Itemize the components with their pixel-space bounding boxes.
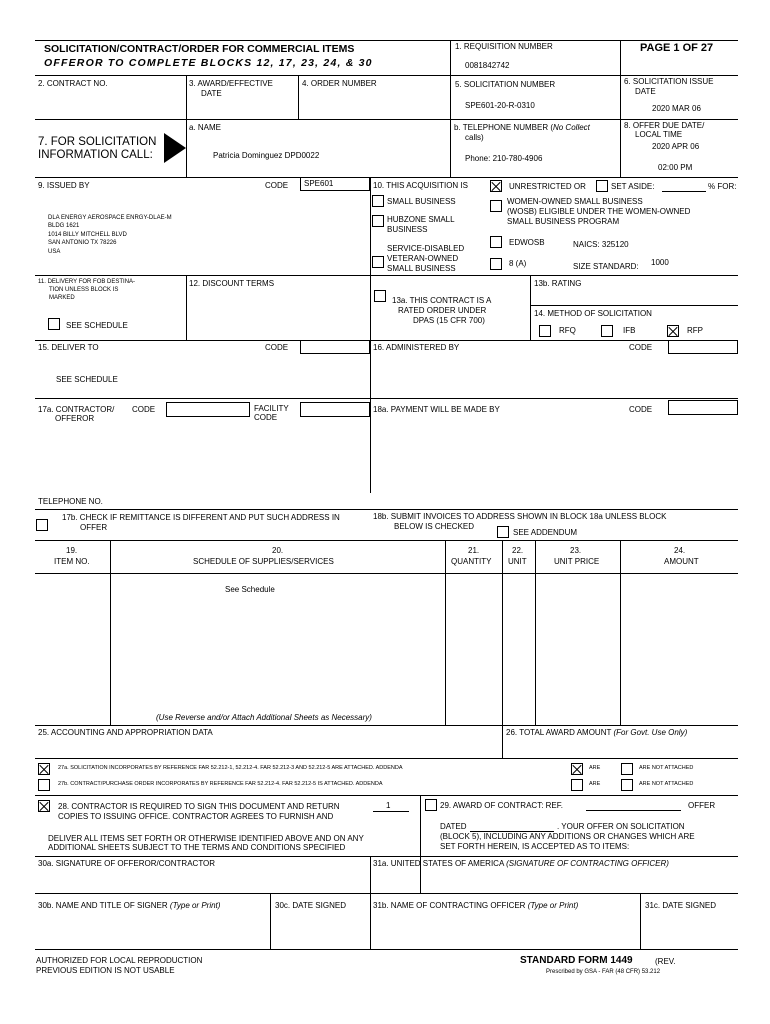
- copies-count[interactable]: 1: [386, 801, 391, 810]
- addenda-27a-not-checkbox[interactable]: [621, 763, 633, 775]
- delivery-schedule-checkbox[interactable]: [48, 318, 60, 330]
- percent-for-label: % FOR:: [708, 182, 737, 191]
- issued-by-label: 9. ISSUED BY: [38, 181, 90, 190]
- col-amount: AMOUNT: [664, 557, 699, 566]
- phone-number[interactable]: Phone: 210-780-4906: [465, 154, 543, 163]
- contact-name-label: a. NAME: [189, 123, 222, 132]
- award-offer-label: OFFER: [688, 801, 716, 810]
- rfp-label: RFP: [687, 326, 703, 335]
- ifb-checkbox[interactable]: [601, 325, 613, 337]
- signer-name-label: 30b. NAME AND TITLE OF SIGNER: [38, 901, 168, 910]
- due-time[interactable]: 02:00 PM: [658, 163, 693, 172]
- wosb-label-3: SMALL BUSINESS PROGRAM: [507, 217, 620, 226]
- requisition-label: 1. REQUISITION NUMBER: [455, 42, 553, 51]
- delivery-fob-label-2: TION UNLESS BLOCK IS: [49, 287, 119, 293]
- addenda-27a-not: ARE NOT ATTACHED: [639, 765, 694, 771]
- prescribed-by: Prescribed by GSA - FAR (48 CFR) 53.212: [546, 969, 661, 975]
- unrestricted-label: UNRESTRICTED OR: [509, 182, 586, 191]
- remittance-label: 17b. CHECK IF REMITTANCE IS DIFFERENT AND PUT SUCH ADDRESS IN: [62, 513, 340, 522]
- contractor-label-2: OFFEROR: [55, 414, 95, 423]
- total-award-amount[interactable]: [506, 728, 687, 737]
- small-business-label: SMALL BUSINESS: [387, 197, 456, 206]
- deliver-to-see-schedule: SEE SCHEDULE: [56, 375, 118, 384]
- facility-code-box[interactable]: [300, 402, 370, 417]
- phone-label-2: calls): [465, 133, 484, 142]
- order-number-label[interactable]: 4. ORDER NUMBER: [302, 79, 377, 88]
- administered-code-label: CODE: [629, 343, 653, 352]
- hubzone-label-2: BUSINESS: [387, 225, 428, 234]
- contractor-code-box[interactable]: [166, 402, 250, 417]
- phone-note: No Collect: [552, 123, 590, 132]
- clause-27b-label: 27b. CONTRACT/PURCHASE ORDER INCORPORATES BY REFERENCE FAR 52.212-4. FAR 52.212-5 IS ATTACHED. ADDENDA: [58, 781, 383, 787]
- eight-a-label: 8 (A): [509, 259, 527, 268]
- col-quantity: QUANTITY: [451, 557, 492, 566]
- sdvosb-label-3: SMALL BUSINESS: [387, 264, 456, 273]
- acquisition-label: 10. THIS ACQUISITION IS: [373, 181, 468, 190]
- offeror-date-signed[interactable]: 30c. DATE SIGNED: [275, 901, 346, 910]
- delivery-fob-label-3: MARKED: [49, 295, 75, 301]
- addenda-27b-not: ARE NOT ATTACHED: [639, 781, 694, 787]
- form-subtitle: OFFEROR TO COMPLETE BLOCKS 12, 17, 23, 24, & 30: [44, 57, 373, 69]
- col-unit-num: 22.: [512, 546, 524, 555]
- rfq-label: RFQ: [559, 326, 576, 335]
- solicitation-number-label: 5. SOLICITATION NUMBER: [455, 80, 556, 89]
- col-quantity-num: 21.: [468, 546, 480, 555]
- sdvosb-label-2: VETERAN-OWNED: [387, 254, 459, 263]
- facility-code-label-2: CODE: [254, 413, 278, 422]
- award-checkbox[interactable]: [425, 799, 437, 811]
- payment-code-label: CODE: [629, 405, 653, 414]
- arrow-right-icon: [164, 133, 186, 163]
- discount-terms-label[interactable]: 12. DISCOUNT TERMS: [189, 279, 275, 288]
- clause-27a-checkbox[interactable]: [38, 763, 50, 775]
- deliver-to-label: 15. DELIVER TO: [38, 343, 99, 352]
- authorized-reproduction: AUTHORIZED FOR LOCAL REPRODUCTION: [36, 956, 203, 965]
- addenda-27b-are-checkbox[interactable]: [571, 779, 583, 791]
- contractor-sign-label-4: ADDITIONAL SHEETS SUBJECT TO THE TERMS AND CONDITIONS SPECIFIED: [48, 843, 346, 852]
- offeror-signature-label[interactable]: 30a. SIGNATURE OF OFFEROR/CONTRACTOR: [38, 859, 216, 868]
- contractor-code-label: CODE: [132, 405, 156, 414]
- addendum-label: SEE ADDENDUM: [513, 528, 578, 537]
- small-business-checkbox[interactable]: [372, 195, 384, 207]
- signer-name-note: (Type or Print): [169, 901, 221, 910]
- edwosb-label: EDWOSB: [509, 238, 545, 247]
- remittance-label-2: OFFER: [80, 523, 108, 532]
- rated-order-label-3: DPAS (15 CFR 700): [413, 316, 485, 325]
- contractor-sign-checkbox[interactable]: [38, 800, 50, 812]
- col-item-no-num: 19.: [66, 546, 78, 555]
- addenda-27b-not-checkbox[interactable]: [621, 779, 633, 791]
- signer-name-title[interactable]: [38, 901, 220, 910]
- contractor-sign-label-2: COPIES TO ISSUING OFFICE. CONTRACTOR AGREES TO FURNISH AND: [58, 812, 334, 821]
- due-date-label: 8. OFFER DUE DATE/: [624, 121, 705, 130]
- set-aside-checkbox[interactable]: [596, 180, 608, 192]
- award-label-4: SET FORTH HEREIN, IS ACCEPTED AS TO ITEMS:: [440, 842, 630, 851]
- hubzone-checkbox[interactable]: [372, 215, 384, 227]
- col-unit-price: UNIT PRICE: [554, 557, 600, 566]
- contracting-officer-signature[interactable]: [373, 859, 669, 868]
- issue-date[interactable]: 2020 MAR 06: [652, 104, 701, 113]
- payment-code-box[interactable]: [668, 400, 738, 415]
- rated-order-checkbox[interactable]: [374, 290, 386, 302]
- naics-code[interactable]: NAICS: 325120: [573, 240, 629, 249]
- form-title: SOLICITATION/CONTRACT/ORDER FOR COMMERCIAL ITEMS: [44, 43, 355, 55]
- issued-by-code: SPE601: [304, 179, 334, 188]
- form-name: STANDARD FORM 1449: [520, 955, 633, 966]
- award-dated-label: DATED: [440, 822, 467, 831]
- set-aside-label: SET ASIDE:: [611, 182, 655, 191]
- total-award-note: (For Govt. Use Only): [613, 728, 688, 737]
- contractor-sign-label: 28. CONTRACTOR IS REQUIRED TO SIGN THIS DOCUMENT AND RETURN: [58, 802, 340, 811]
- address-line: USA: [48, 248, 61, 255]
- col-schedule-num: 20.: [272, 546, 284, 555]
- usa-label: 31a. UNITED STATES OF AMERICA: [373, 859, 504, 868]
- form-rev: (REV.: [655, 957, 676, 966]
- rating-label[interactable]: 13b. RATING: [534, 279, 582, 288]
- due-date[interactable]: 2020 APR 06: [652, 142, 700, 151]
- addenda-27a-are-checkbox[interactable]: [571, 763, 583, 775]
- award-date-label-2: DATE: [201, 89, 222, 98]
- addenda-27a-are: ARE: [589, 765, 601, 771]
- submit-invoices-label: 18b. SUBMIT INVOICES TO ADDRESS SHOWN IN BLOCK 18a UNLESS BLOCK: [373, 512, 667, 521]
- rated-order-label-2: RATED ORDER UNDER: [398, 306, 487, 315]
- previous-edition: PREVIOUS EDITION IS NOT USABLE: [36, 966, 175, 975]
- award-label-2: . YOUR OFFER ON SOLICITATION: [557, 822, 685, 831]
- wosb-label-2: (WOSB) ELIGIBLE UNDER THE WOMEN-OWNED: [507, 207, 691, 216]
- wosb-label: WOMEN-OWNED SMALL BUSINESS: [507, 197, 643, 206]
- rfp-checkbox[interactable]: [667, 325, 679, 337]
- telephone-label[interactable]: TELEPHONE NO.: [38, 497, 103, 506]
- addenda-27b-are: ARE: [589, 781, 601, 787]
- address-line: BLDG 1621: [48, 223, 80, 230]
- submit-invoices-label-2: BELOW IS CHECKED: [394, 522, 475, 531]
- delivery-fob-label: 11. DELIVERY FOR FOB DESTINA-: [38, 279, 136, 285]
- clause-27a-label: 27a. SOLICITATION INCORPORATES BY REFERENCE FAR 52.212-1, 52.212-4. FAR 52.212-3 AND 52.212-5 ARE ATTACHED. ADDENDA: [58, 765, 403, 771]
- col-item-no: ITEM NO.: [54, 557, 90, 566]
- clause-27b-checkbox[interactable]: [38, 779, 50, 791]
- contractor-label: 17a. CONTRACTOR/: [38, 405, 115, 414]
- administered-by-label: 16. ADMINISTERED BY: [373, 343, 460, 352]
- rfq-checkbox[interactable]: [539, 325, 551, 337]
- total-award-label: 26. TOTAL AWARD AMOUNT: [506, 728, 612, 737]
- schedule-see-schedule: See Schedule: [225, 585, 275, 594]
- issue-date-label-2: DATE: [635, 87, 656, 96]
- sdvosb-checkbox[interactable]: [372, 256, 384, 268]
- eight-a-checkbox[interactable]: [490, 258, 502, 270]
- award-label: 29. AWARD OF CONTRACT: REF.: [440, 801, 563, 810]
- sdvosb-label: SERVICE-DISABLED: [387, 244, 465, 253]
- schedule-note: (Use Reverse and/or Attach Additional Sheets as Necessary): [156, 713, 372, 722]
- accounting-label[interactable]: 25. ACCOUNTING AND APPROPRIATION DATA: [38, 728, 213, 737]
- contract-no-label[interactable]: 2. CONTRACT NO.: [38, 79, 108, 88]
- due-date-label-2: LOCAL TIME: [635, 130, 683, 139]
- issued-by-code-label: CODE: [265, 181, 289, 190]
- col-schedule: SCHEDULE OF SUPPLIES/SERVICES: [193, 557, 334, 566]
- payment-label: 18a. PAYMENT WILL BE MADE BY: [373, 405, 500, 414]
- col-amount-num: 24.: [674, 546, 686, 555]
- address-line: 1014 BILLY MITCHELL BLVD: [48, 231, 127, 238]
- contractor-sign-label-3: DELIVER ALL ITEMS SET FORTH OR OTHERWISE IDENTIFIED ABOVE AND ON ANY: [48, 834, 364, 843]
- col-unit: UNIT: [508, 557, 527, 566]
- officer-name[interactable]: [373, 901, 578, 910]
- officer-name-label: 31b. NAME OF CONTRACTING OFFICER: [373, 901, 526, 910]
- requisition-number[interactable]: 0081842742: [465, 61, 510, 70]
- deliver-to-code-box[interactable]: [300, 340, 370, 354]
- info-call-label-2: INFORMATION CALL:: [38, 149, 153, 161]
- facility-code-label: FACILITY: [254, 404, 289, 413]
- page-number: PAGE 1 OF 27: [640, 42, 714, 54]
- size-standard[interactable]: 1000: [651, 258, 669, 267]
- phone-label: [454, 123, 590, 132]
- solicitation-number[interactable]: SPE601-20-R-0310: [465, 101, 535, 110]
- contact-name[interactable]: Patricia Dominguez DPD0022: [213, 151, 320, 160]
- ifb-label: IFB: [623, 326, 636, 335]
- addendum-checkbox[interactable]: [497, 526, 509, 538]
- officer-name-note: (Type or Print): [527, 901, 579, 910]
- address-line: DLA ENERGY AEROSPACE ENRGY-DLAE-M: [48, 215, 172, 221]
- wosb-checkbox[interactable]: [490, 200, 502, 212]
- remittance-checkbox[interactable]: [36, 519, 48, 531]
- hubzone-label: HUBZONE SMALL: [387, 215, 455, 224]
- deliver-to-code-label: CODE: [265, 343, 289, 352]
- administered-code-box[interactable]: [668, 340, 738, 354]
- issue-date-label: 6. SOLICITATION ISSUE: [624, 77, 714, 86]
- phone-label-text: b. TELEPHONE NUMBER (: [454, 123, 553, 132]
- delivery-see-schedule: SEE SCHEDULE: [66, 321, 128, 330]
- size-standard-label: SIZE STANDARD:: [573, 262, 639, 271]
- unrestricted-checkbox[interactable]: [490, 180, 502, 192]
- col-unit-price-num: 23.: [570, 546, 582, 555]
- address-line: SAN ANTONIO TX 78226: [48, 240, 117, 247]
- info-call-label: 7. FOR SOLICITATION: [38, 136, 157, 148]
- award-label-3: (BLOCK 5), INCLUDING ANY ADDITIONS OR CHANGES WHICH ARE: [440, 832, 695, 841]
- usa-note: (SIGNATURE OF CONTRACTING OFFICER): [506, 859, 669, 868]
- issuer-address: [48, 214, 172, 256]
- officer-date-signed[interactable]: 31c. DATE SIGNED: [645, 901, 716, 910]
- rated-order-label: 13a. THIS CONTRACT IS A: [392, 296, 492, 305]
- award-date-label[interactable]: 3. AWARD/EFFECTIVE: [189, 79, 273, 88]
- edwosb-checkbox[interactable]: [490, 236, 502, 248]
- method-label: 14. METHOD OF SOLICITATION: [534, 309, 652, 318]
